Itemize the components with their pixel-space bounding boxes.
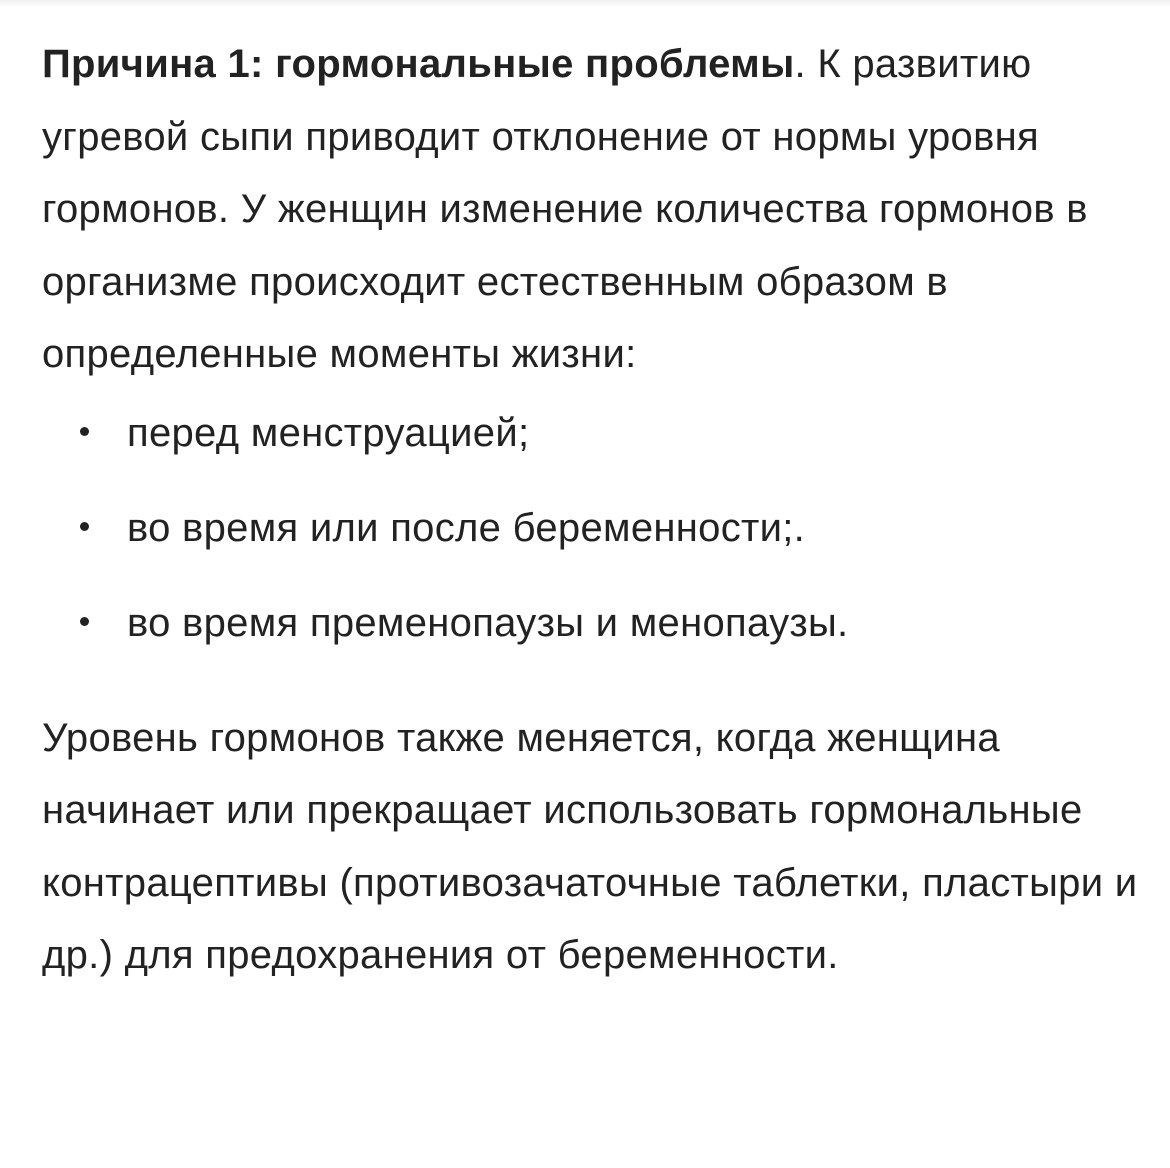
bullet-icon	[80, 617, 89, 626]
list-item	[42, 391, 1142, 486]
list-item-text: перед менструацией;	[127, 410, 530, 455]
article-body	[42, 28, 1142, 992]
list-item	[42, 581, 1142, 676]
list-item-text: во время или после беременности;.	[127, 505, 806, 550]
bullet-icon	[80, 427, 89, 436]
intro-paragraph	[42, 28, 1142, 391]
top-shadow-divider	[0, 0, 1170, 8]
intro-heading: Причина 1: гормональные проблемы	[42, 42, 795, 86]
list-item	[42, 486, 1142, 581]
intro-text: . К развитию угревой сыпи приводит отклонение от нормы уровня гормонов. У женщин изменение количества гормонов в организме происходит естественным образом в определенные моменты жизни:	[42, 42, 1088, 376]
bullet-icon	[80, 522, 89, 531]
second-paragraph: Уровень гормонов также меняется, когда женщина начинает или прекращает использовать гормональные контрацептивы (противозачаточные таблетки, пластыри и др.) для предохранения от беременности.	[42, 715, 1138, 977]
list-item-text: во время пременопаузы и менопаузы.	[127, 600, 849, 645]
bullet-list	[42, 391, 1142, 676]
